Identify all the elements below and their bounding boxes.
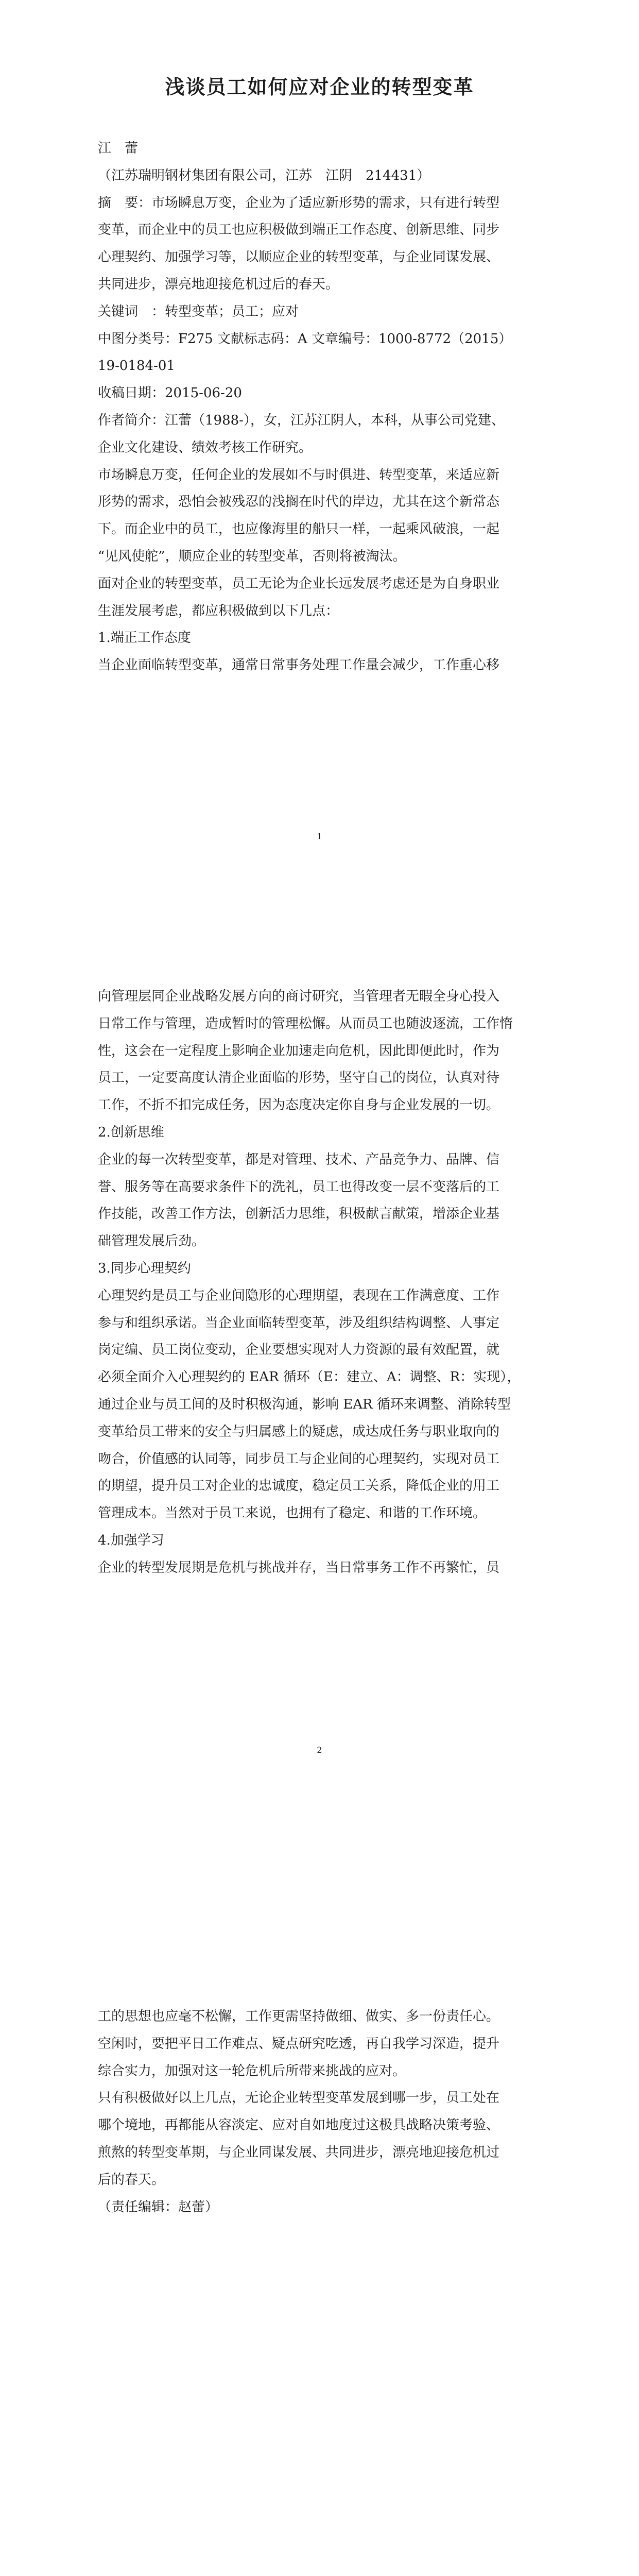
text-line: 通过企业与员工间的及时积极沟通，影响 EAR 循环来调整、消除转型 [98, 1397, 511, 1412]
text-line: 关键词 ：转型变革；员工；应对 [98, 303, 299, 319]
text-line: 管理成本。当然对于员工来说，也拥有了稳定、和谐的工作环境。 [98, 1505, 487, 1521]
text-line: 面对企业的转型变革，员工无论为企业长远发展考虑还是为自身职业 [98, 575, 500, 591]
text-line: 心理契约是员工与企业间隐形的心理期望，表现在工作满意度、工作 [98, 1287, 500, 1303]
text-line: 形势的需求，恐怕会被残忍的浅搁在时代的岸边，尤其在这个新常态 [98, 494, 500, 510]
text-line: 性，这会在一定程度上影响企业加速走向危机，因此即便此时，作为 [98, 1043, 500, 1059]
text-line: 生涯发展考虑，都应积极做到以下几点： [98, 603, 339, 619]
text-line: 后的春天。 [98, 2172, 165, 2188]
text-line: 19-0184-01 [98, 358, 175, 374]
text-line: “见风使舵”，顺应企业的转型变革，否则将被淘汰。 [98, 549, 406, 564]
text-line: 综合实力，加强对这一轮危机后所带来挑战的应对。 [98, 2063, 406, 2079]
text-line: 作技能，改善工作方法，创新活力思维，积极献言献策，增添企业基 [98, 1206, 500, 1222]
text-line: 誉、服务等在高要求条件下的洗礼，员工也得改变一层不变落后的工 [98, 1179, 500, 1195]
text-line: 作者简介：江蕾（1988-），女，江苏江阴人，本科，从事公司党建、 [98, 413, 505, 428]
text-line: 1.端正工作态度 [98, 630, 191, 646]
text-line: 只有积极做好以上几点，无论企业转型变革发展到哪一步，员工处在 [98, 2090, 500, 2106]
text-line: 企业的每一次转型变革，都是对管理、技术、产品竞争力、品牌、信 [98, 1151, 500, 1167]
document-title: 浅谈员工如何应对企业的转型变革 [165, 75, 474, 98]
text-line: 参与和组织承诺。当企业面临转型变革，涉及组织结构调整、人事定 [98, 1315, 500, 1331]
text-line: 吻合，价值感的认同等，同步员工与企业间的心理契约，实现对员工 [98, 1451, 500, 1467]
text-line: 员工，一定要高度认清企业面临的形势，坚守自己的岗位，认真对待 [98, 1070, 500, 1086]
text-line: 工的思想也应毫不松懈，工作更需坚持做细、做实、多一份责任心。 [98, 2009, 500, 2024]
text-line: 摘 要：市场瞬息万变，企业为了适应新形势的需求，只有进行转型 [98, 195, 500, 211]
text-line: 工作，不折不扣完成任务，因为态度决定你自身与企业发展的一切。 [98, 1097, 500, 1113]
text-line: （责任编辑：赵蕾） [98, 2199, 219, 2215]
text-line: 企业文化建设、绩效考核工作研究。 [98, 439, 313, 455]
text-line: 收稿日期：2015-06-20 [98, 385, 242, 401]
page-number: 2 [317, 1745, 322, 1755]
text-line: 下。而企业中的员工，也应像海里的船只一样，一起乘风破浪，一起 [98, 521, 500, 537]
text-line: 必须全面介入心理契约的 EAR 循环（E：建立、A：调整、R：实现）， [98, 1369, 521, 1385]
text-line: 4.加强学习 [98, 1533, 164, 1548]
text-line: 哪个境地，再都能从容淡定、应对自如地度过这极具战略决策考验、 [98, 2117, 500, 2133]
text-line: （江苏瑞明钢材集团有限公司，江苏 江阴 214431） [98, 167, 430, 183]
text-line: 共同进步，漂亮地迎接危机过后的春天。 [98, 277, 339, 292]
text-line: 江 蕾 [98, 141, 139, 156]
page-number: 1 [317, 832, 322, 841]
text-line: 市场瞬息万变，任何企业的发展如不与时俱进、转型变革，来适应新 [98, 467, 500, 483]
text-line: 中图分类号：F275 文献标志码：A 文章编号：1000-8772（2015） [98, 331, 512, 347]
text-line: 岗定编、员工岗位变动，企业要想实现对人力资源的最有效配置，就 [98, 1342, 500, 1358]
text-line: 日常工作与管理，造成暂时的管理松懈。从而员工也随波逐流，工作惰 [98, 1015, 513, 1031]
text-line: 煎熬的转型变革期，与企业同谋发展、共同进步，漂亮地迎接危机过 [98, 2145, 500, 2160]
text-line: 的期望，提升员工对企业的忠诚度，稳定员工关系，降低企业的用工 [98, 1478, 500, 1494]
text-line: 向管理层同企业战略发展方向的商讨研究，当管理者无暇全身心投入 [98, 989, 500, 1004]
text-line: 础管理发展后劲。 [98, 1233, 205, 1249]
text-line: 企业的转型发展期是危机与挑战并存，当日常事务工作不再繁忙，员 [98, 1560, 500, 1575]
text-line: 心理契约、加强学习等，以顺应企业的转型变革，与企业同谋发展、 [98, 249, 500, 265]
text-line: 变革给员工带来的安全与归属感上的疑虑，成达成任务与职业取向的 [98, 1423, 500, 1439]
text-line: 变革，而企业中的员工也应积极做到端正工作态度、创新思维、同步 [98, 222, 500, 238]
text-line: 2.创新思维 [98, 1125, 164, 1140]
text-line: 当企业面临转型变革，通常日常事务处理工作量会减少，工作重心移 [98, 657, 500, 673]
text-line: 空闲时，要把平日工作难点、疑点研究吃透，再自我学习深造，提升 [98, 2036, 500, 2052]
text-line: 3.同步心理契约 [98, 1261, 191, 1276]
